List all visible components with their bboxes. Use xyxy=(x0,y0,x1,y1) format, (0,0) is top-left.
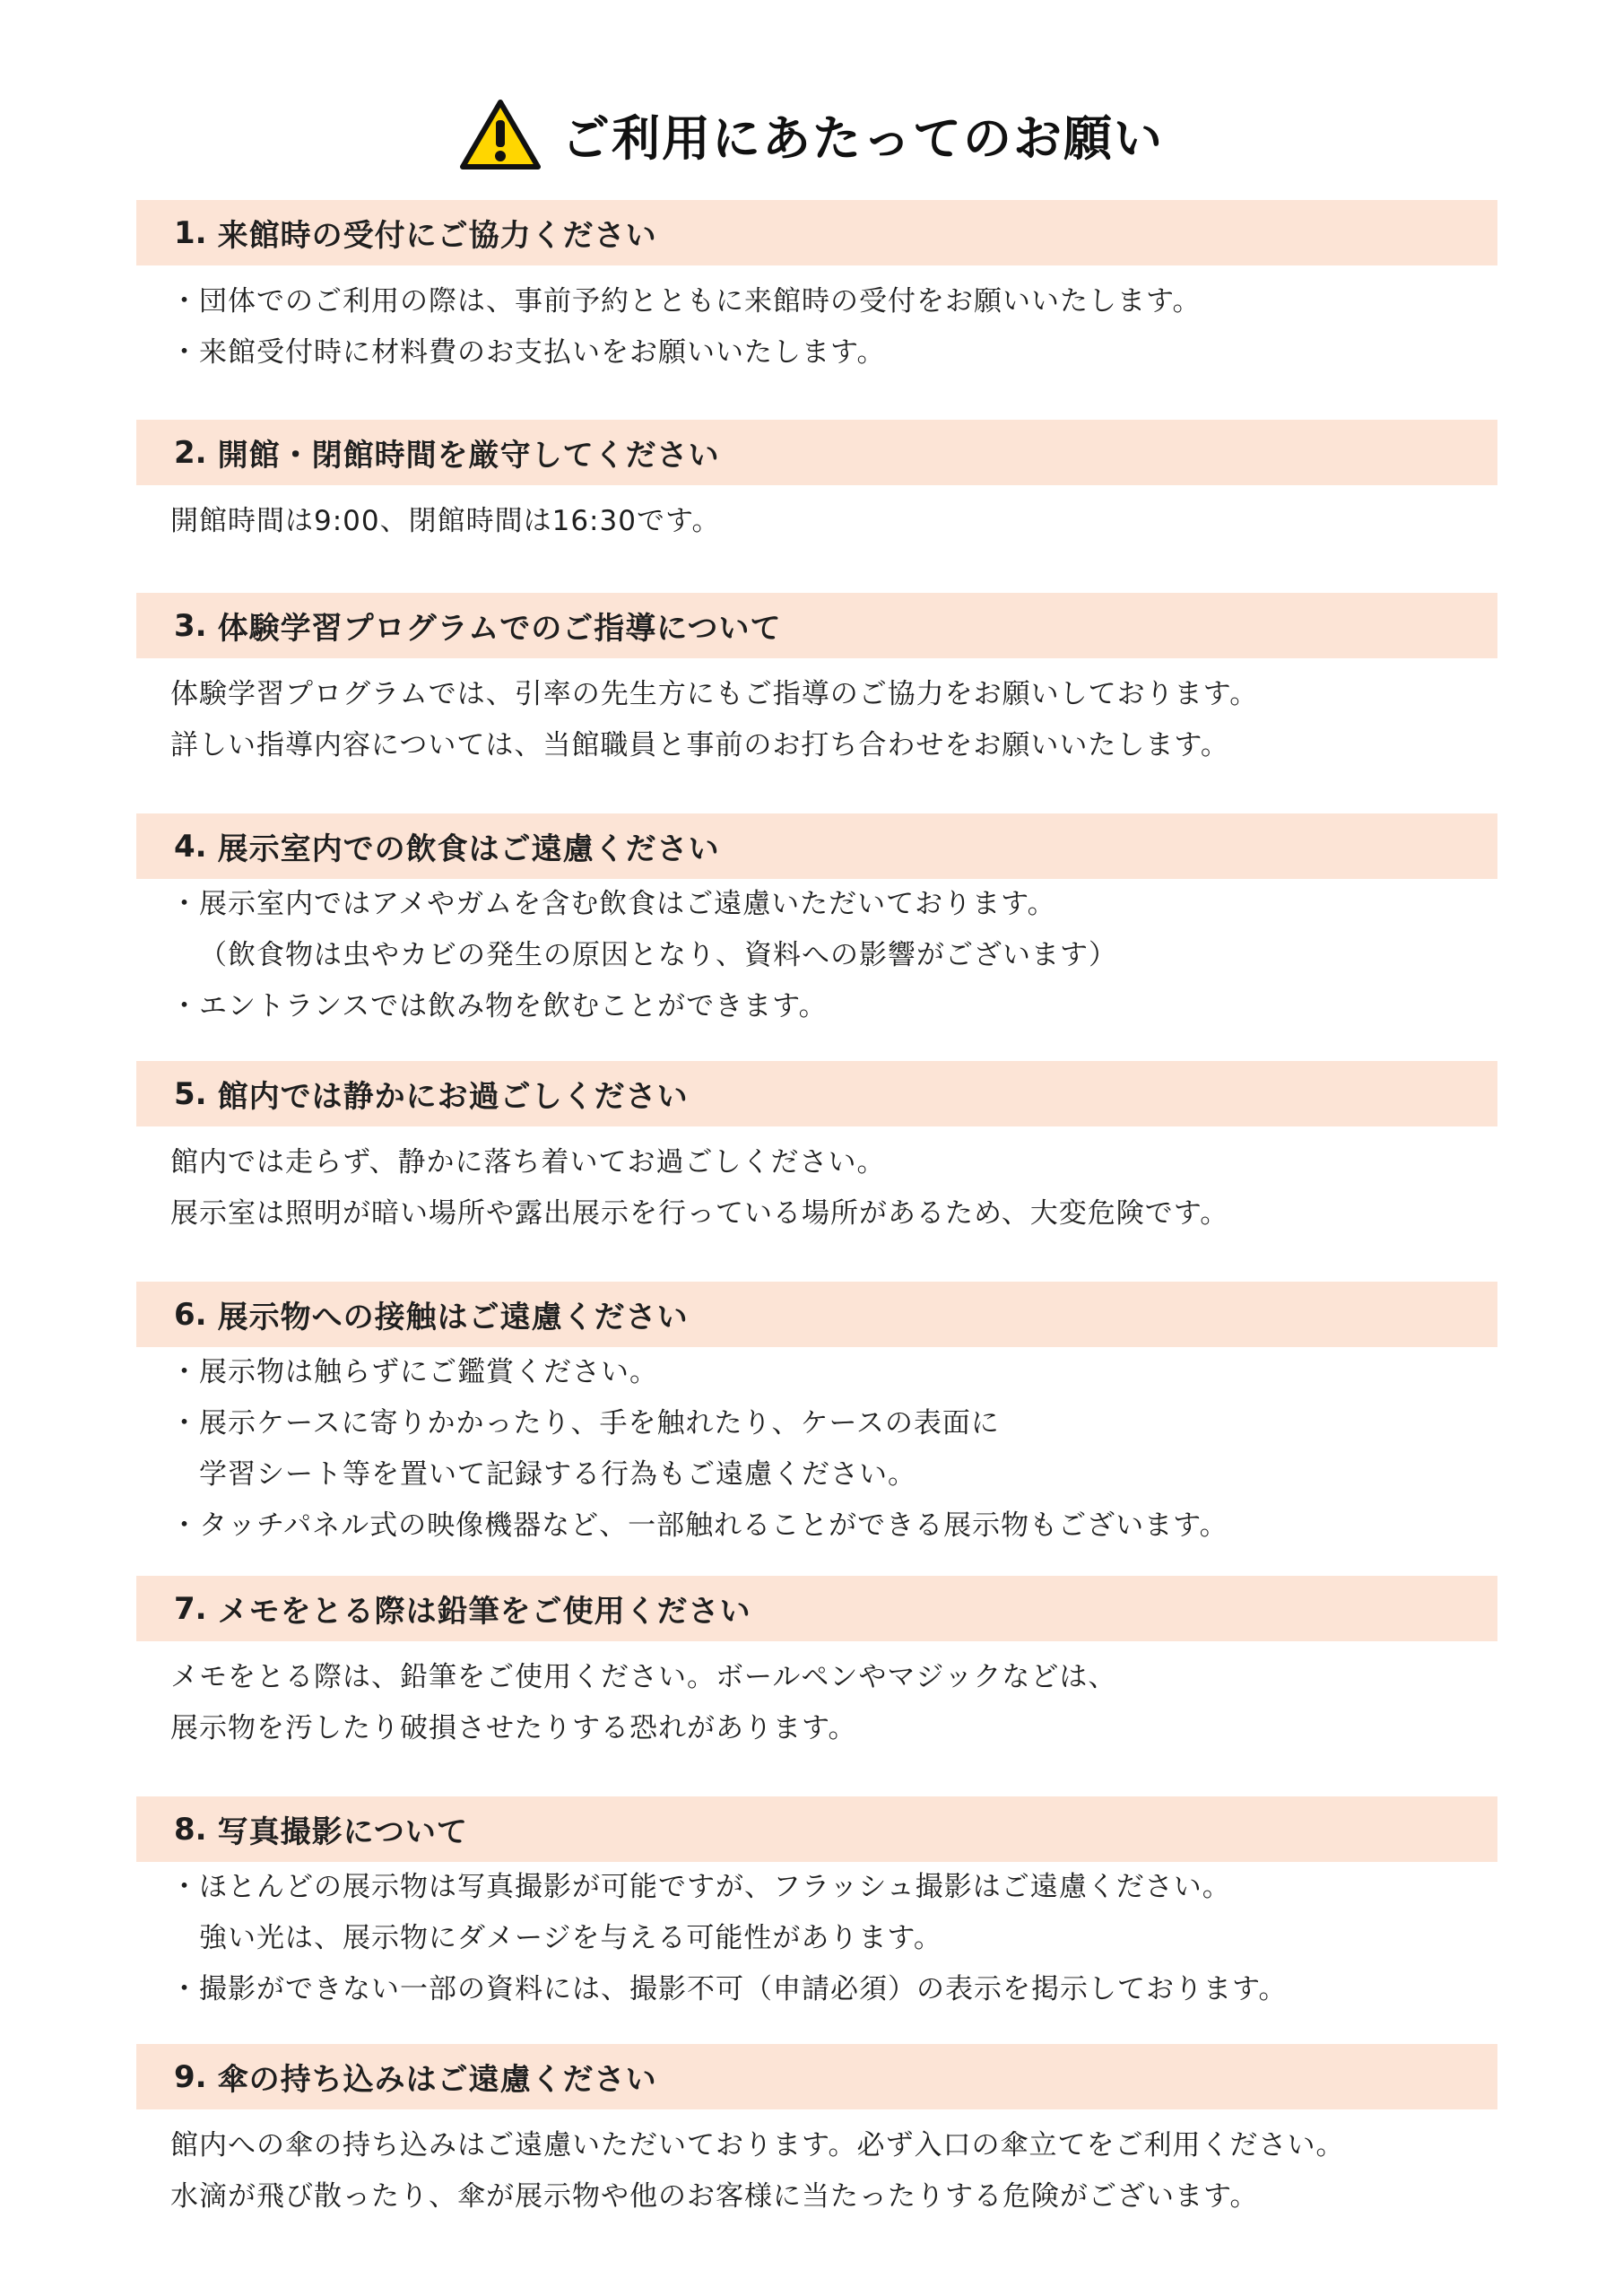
section-number: 8. xyxy=(174,1811,207,1848)
bullet-item: ・ タッチパネル式の映像機器など、一部触れることができる展示物もございます。 xyxy=(170,1500,1497,1552)
body-text: 展示物を汚したり破損させたりする恐れがあります。 xyxy=(170,1712,857,1744)
section-title: 来館時の受付にご協力ください xyxy=(217,218,657,254)
section-number: 6. xyxy=(174,1296,207,1333)
section-8 xyxy=(136,1796,1497,2015)
section-body xyxy=(136,1862,1497,2015)
section-title: 開館・閉館時間を厳守してください xyxy=(217,438,720,474)
section-header xyxy=(136,593,1497,658)
section-body xyxy=(136,1126,1497,1239)
page-title: ご利用にあたってのお願い xyxy=(561,109,1164,167)
section-body xyxy=(136,485,1497,547)
section-3 xyxy=(136,593,1497,771)
section-header xyxy=(136,1061,1497,1126)
section-header xyxy=(136,420,1497,485)
section-header xyxy=(136,200,1497,265)
section-number: 9. xyxy=(174,2058,207,2095)
bullet-continuation: 学習シート等を置いて記録する行為もご遠慮ください。 xyxy=(199,1458,916,1491)
bullet-item: ・ 団体でのご利用の際は、事前予約とともに来館時の受付をお願いいたします。 xyxy=(170,276,1497,327)
section-title: 体験学習プログラムでのご指導について xyxy=(217,611,782,647)
bullet-continuation: （飲食物は虫やカビの発生の原因となり、資料への影響がございます） xyxy=(199,939,1117,971)
bullet-item: ・ エントランスでは飲み物を飲むことができます。 xyxy=(170,981,1497,1032)
body-text: メモをとる際は、鉛筆をご使用ください。ボールペンやマジックなどは、 xyxy=(170,1661,1117,1693)
section-body xyxy=(136,1347,1497,1552)
section-title: 館内では静かにお過ごしください xyxy=(217,1079,689,1115)
bullet-continuation: 強い光は、展示物にダメージを与える可能性があります。 xyxy=(199,1922,942,1954)
body-text: 館内では走らず、静かに落ち着いてお過ごしください。 xyxy=(170,1146,886,1178)
section-number: 5. xyxy=(174,1075,207,1112)
bullet-item: ・ 撮影ができない一部の資料には、撮影不可（申請必須）の表示を掲示しております。 xyxy=(170,1964,1497,2015)
section-header xyxy=(136,1576,1497,1641)
section-7 xyxy=(136,1576,1497,1754)
bullet-item: ・ 展示物は触らずにご鑑賞ください。 xyxy=(170,1347,1497,1398)
bullet-item: ・ 来館受付時に材料費のお支払いをお願いいたします。 xyxy=(170,327,1497,378)
warning-icon xyxy=(459,99,542,170)
body-text: 詳しい指導内容については、当館職員と事前のお打ち合わせをお願いいたします。 xyxy=(170,729,1229,761)
section-6 xyxy=(136,1282,1497,1552)
section-5 xyxy=(136,1061,1497,1239)
section-title: 写真撮影について xyxy=(217,1814,468,1850)
section-header xyxy=(136,2044,1497,2109)
section-9 xyxy=(136,2044,1497,2222)
section-body xyxy=(136,879,1497,1032)
body-text: 館内への傘の持ち込みはご遠慮いただいております。必ず入口の傘立てをご利用ください。 xyxy=(170,2129,1345,2161)
section-header xyxy=(136,813,1497,879)
section-body xyxy=(136,265,1497,378)
body-text: 水滴が飛び散ったり、傘が展示物や他のお客様に当たったりする危険がございます。 xyxy=(170,2180,1259,2213)
section-1 xyxy=(136,200,1497,378)
section-body xyxy=(136,1641,1497,1754)
section-number: 3. xyxy=(174,607,207,644)
bullet-item: ・ 展示室内ではアメやガムを含む飲食はご遠慮いただいております。 xyxy=(170,879,1497,930)
bullet-item: ・ ほとんどの展示物は写真撮影が可能ですが、フラッシュ撮影はご遠慮ください。 xyxy=(170,1862,1497,1913)
section-title: 傘の持ち込みはご遠慮ください xyxy=(217,2062,657,2098)
section-number: 1. xyxy=(174,214,207,251)
section-number: 2. xyxy=(174,434,207,471)
title-row xyxy=(0,94,1623,175)
bullet-item: ・ 展示ケースに寄りかかったり、手を触れたり、ケースの表面に xyxy=(170,1398,1497,1449)
section-header xyxy=(136,1282,1497,1347)
section-body xyxy=(136,2109,1497,2222)
section-number: 7. xyxy=(174,1590,207,1627)
section-body xyxy=(136,658,1497,771)
section-4 xyxy=(136,813,1497,1032)
section-title: 展示室内での飲食はご遠慮ください xyxy=(217,831,720,867)
section-number: 4. xyxy=(174,828,207,865)
body-text: 開館時間は9:00、閉館時間は16:30です。 xyxy=(170,505,721,537)
section-header xyxy=(136,1796,1497,1862)
body-text: 体験学習プログラムでは、引率の先生方にもご指導のご協力をお願いしております。 xyxy=(170,678,1259,710)
body-text: 展示室は照明が暗い場所や露出展示を行っている場所があるため、大変危険です。 xyxy=(170,1197,1229,1230)
section-title: メモをとる際は鉛筆をご使用ください xyxy=(217,1594,751,1630)
section-title: 展示物への接触はご遠慮ください xyxy=(217,1300,689,1335)
section-2 xyxy=(136,420,1497,547)
